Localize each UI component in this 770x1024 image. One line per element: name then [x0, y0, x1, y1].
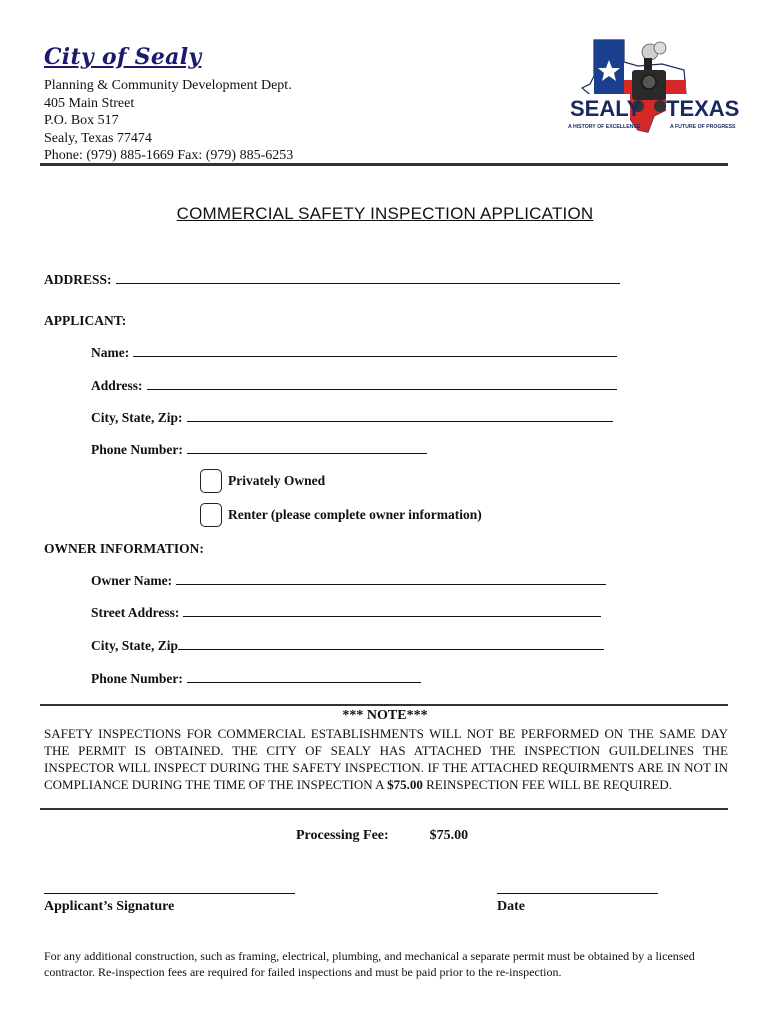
- note-body-text: SAFETY INSPECTIONS FOR COMMERCIAL ESTABLISHMENTS WILL NOT BE PERFORMED ON THE SAME DAY THE PERMIT IS OBTAINED. THE CITY OF SEALY HAS ATTACHED THE INSPECTION GUILDELINES THE INSPECTOR WILL INSPECT DURING THE SAFETY INSPECTION. IF THE ATTACHED REQUIRMENTS ARE IN NOT IN COMPLIANCE DURING THE TIME OF THE INSPECTION A: [44, 726, 728, 792]
- train-stack: [644, 58, 652, 72]
- po-box-line: P.O. Box 517: [44, 113, 119, 129]
- owner-city-label: City, State, Zip: [91, 638, 179, 653]
- owner-phone-label: Phone Number:: [91, 671, 183, 686]
- form-title: COMMERCIAL SAFETY INSPECTION APPLICATION: [176, 204, 594, 223]
- owner-phone-field[interactable]: [91, 671, 421, 687]
- owner-phone-blank[interactable]: [187, 671, 421, 683]
- dept-line: Planning & Community Development Dept.: [44, 78, 292, 93]
- header-divider: [40, 163, 728, 166]
- owner-street-field[interactable]: [91, 605, 601, 621]
- renter-checkbox[interactable]: [200, 503, 222, 527]
- note-top-rule: [40, 704, 728, 706]
- logo-tagline-right: A FUTURE OF PROGRESS: [670, 124, 736, 130]
- note-title: *** NOTE***: [342, 708, 428, 723]
- applicant-phone-blank[interactable]: [187, 442, 427, 454]
- applicant-phone-field[interactable]: [91, 442, 427, 458]
- note-body: [44, 725, 728, 793]
- applicant-city-label: City, State, Zip:: [91, 410, 183, 425]
- renter-label: Renter (please complete owner information): [228, 507, 482, 522]
- applicant-address-label: Address:: [91, 378, 143, 393]
- owner-name-label: Owner Name:: [91, 573, 173, 588]
- city-title: City of Sealy: [44, 44, 202, 70]
- applicant-address-field[interactable]: [91, 378, 617, 394]
- applicant-heading: APPLICANT:: [44, 313, 127, 328]
- applicant-city-blank[interactable]: [187, 410, 613, 422]
- applicant-address-blank[interactable]: [147, 378, 617, 390]
- train-headlight: [642, 75, 656, 89]
- logo-word-left: SEALY: [570, 96, 642, 121]
- privately-owned-label: Privately Owned: [228, 473, 326, 488]
- sealy-texas-logo: [566, 36, 740, 136]
- street-line: 405 Main Street: [44, 95, 135, 111]
- applicant-signature-label: Applicant’s Signature: [44, 899, 175, 914]
- owner-city-blank[interactable]: [178, 638, 604, 650]
- applicant-phone-label: Phone Number:: [91, 442, 183, 457]
- address-label: ADDRESS:: [44, 272, 112, 287]
- privately-owned-checkbox[interactable]: [200, 469, 222, 493]
- processing-fee-amount: $75.00: [429, 828, 469, 843]
- note-body-end: REINSPECTION FEE WILL BE REQUIRED.: [422, 777, 672, 792]
- phone-fax-line: Phone: (979) 885-1669 Fax: (979) 885-6253: [44, 148, 294, 164]
- option-privately-owned[interactable]: [200, 469, 325, 493]
- owner-heading: OWNER INFORMATION:: [44, 541, 204, 556]
- owner-name-field[interactable]: [91, 573, 606, 589]
- owner-street-blank[interactable]: [183, 605, 601, 617]
- city-line: Sealy, Texas 77474: [44, 130, 152, 146]
- address-field[interactable]: [44, 272, 620, 288]
- logo-word-right: TEXAS: [666, 96, 740, 121]
- logo-tagline-left: A HISTORY OF EXCELLENCE: [568, 124, 641, 130]
- applicant-name-field[interactable]: [91, 345, 617, 361]
- owner-street-label: Street Address:: [91, 605, 180, 620]
- applicant-signature-line[interactable]: [44, 893, 295, 894]
- address-blank[interactable]: [116, 272, 620, 284]
- contact-block: [44, 77, 293, 165]
- footer-note: For any additional construction, such as framing, electrical, plumbing, and mechanical a separate permit must be obtained by a licensed contractor. Re-inspection fees are required for failed inspections and must be paid prior to the re-inspection.: [44, 949, 695, 979]
- owner-name-blank[interactable]: [176, 573, 606, 585]
- date-label: Date: [497, 899, 525, 914]
- processing-fee-row: [296, 828, 468, 844]
- note-bottom-rule: [40, 808, 728, 810]
- owner-city-field[interactable]: [91, 638, 604, 654]
- option-renter[interactable]: [200, 503, 482, 527]
- applicant-name-label: Name:: [91, 345, 130, 360]
- date-line[interactable]: [497, 893, 658, 894]
- processing-fee-label: Processing Fee:: [296, 828, 389, 843]
- note-fee-amount: $75.00: [387, 777, 423, 792]
- applicant-name-blank[interactable]: [133, 345, 617, 357]
- applicant-city-field[interactable]: [91, 410, 613, 426]
